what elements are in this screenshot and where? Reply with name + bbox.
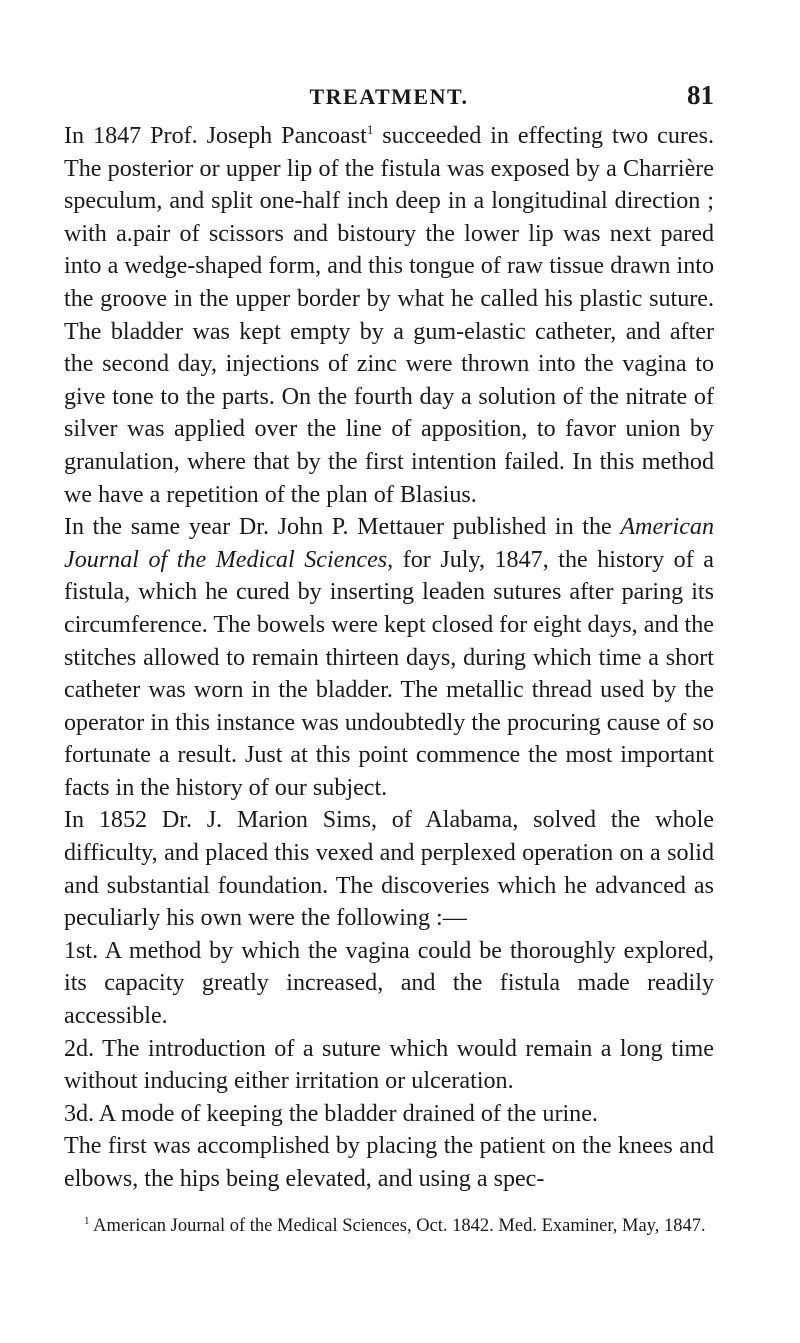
- footnote: [64, 1214, 714, 1238]
- journal-title: American Journal of the Medical Sciences: [64, 514, 714, 573]
- footnotes: [64, 1214, 714, 1238]
- paragraph: [64, 511, 714, 804]
- list-item: 3d. A mode of keeping the bladder drained of the urine.: [64, 1100, 598, 1127]
- footnote-ref: 1: [366, 122, 374, 137]
- running-title: TREATMENT.: [309, 84, 469, 109]
- paragraph-text: , for July, 1847, the history of a fistula, which he cured by inserting leaden sutures after paring its circumference. The bowels were kept closed for eight days, and the stitches allowed to remain thirteen days, during which time a short catheter was worn in the bladder. The metallic thread used by the operator in this instance was undoubtedly the procuring cause of so fortunate a result. Just at this point commence the most important facts in the history of our subject.: [64, 546, 714, 801]
- running-head: [64, 80, 714, 116]
- paragraph-text: succeeded in effecting two cures. The posterior or upper lip of the fistula was exposed by a Charrière speculum, and split one-half inch deep in a longitudinal direction ; with a.pair of scissors and bistoury the lower lip was next pared into a wedge-shaped form, and this tongue of raw tissue drawn into the groove in the upper border by what he called his plastic suture. The bladder was kept empty by a gum-elastic catheter, and after the second day, injections of zinc were thrown into the vagina to give tone to the parts. On the fourth day a solution of the nitrate of silver was applied over the line of apposition, to favor union by granulation, where that by the first intention failed. In this method we have a repetition of the plan of Blasius.: [64, 123, 714, 508]
- footnote-text: American Journal of the Medical Sciences, Oct. 1842. Med. Examiner, May, 1847.: [89, 1215, 706, 1236]
- paragraph: [64, 120, 714, 511]
- paragraph: In 1852 Dr. J. Marion Sims, of Alabama, solved the whole difficulty, and placed this vexed and perplexed operation on a solid and substantial foundation. The discoveries which he advanced as peculiarly his own were the following :—: [64, 807, 714, 932]
- list-item: 1st. A method by which the vagina could be thoroughly explored, its capacity greatly increased, and the fistula made readily accessible.: [64, 937, 714, 1030]
- paragraph-text: In the same year Dr. John P. Mettauer published in the: [64, 514, 621, 541]
- paragraph-text: In 1847 Prof. Joseph Pancoast: [64, 123, 367, 149]
- page-number: 81: [687, 80, 714, 110]
- body-text: [64, 120, 714, 1196]
- footnote-mark: 1: [84, 1214, 90, 1227]
- book-page: [64, 80, 714, 1238]
- list-item: 2d. The introduction of a suture which would remain a long time without inducing either irritation or ulceration.: [64, 1035, 714, 1095]
- paragraph: The first was accomplished by placing the patient on the knees and elbows, the hips being elevated, and using a spec-: [64, 1133, 714, 1192]
